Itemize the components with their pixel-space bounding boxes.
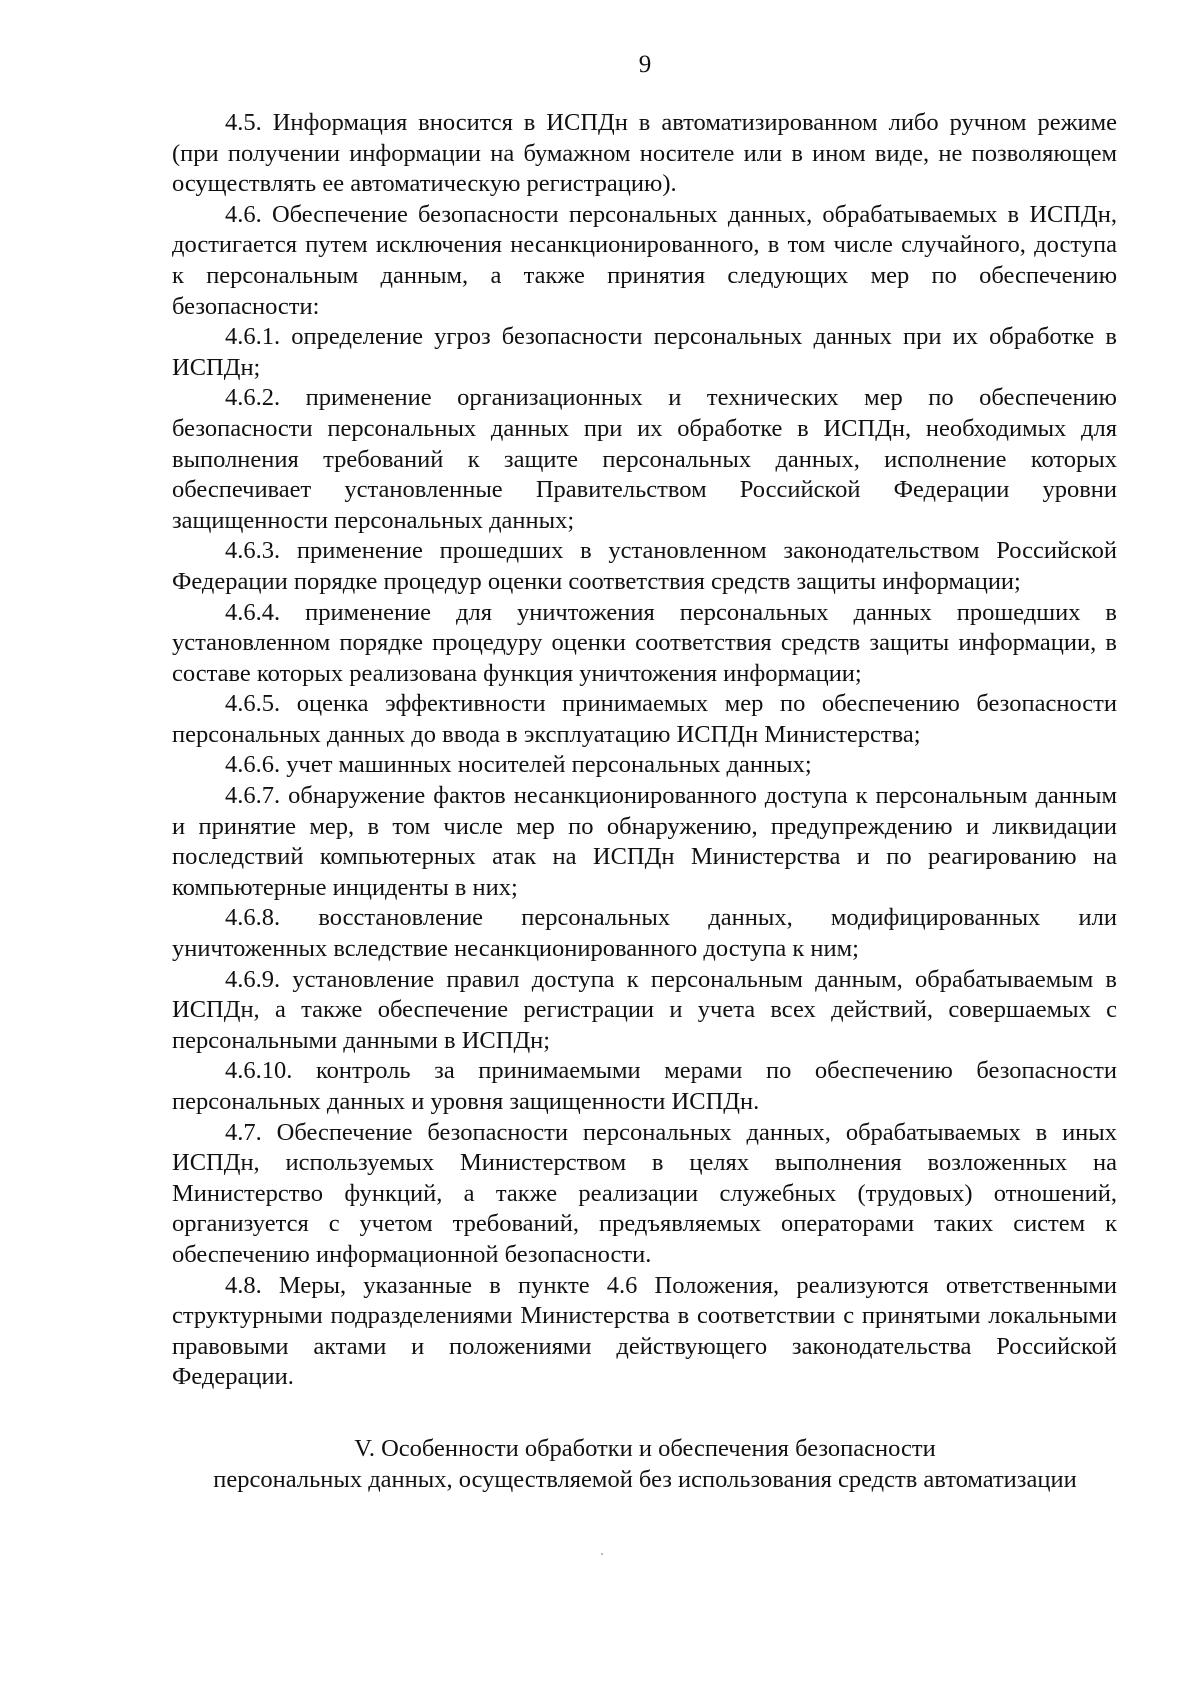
section-heading-line-2: персональных данных, осуществляемой без использования средств автоматизации [213,1466,1077,1493]
paragraph-4-6-10: 4.6.10. контроль за принимаемыми мерами по обеспечению безопасности персональных данных и уровня защищенности ИСПДн. [172,1057,1117,1115]
paragraph-4-6-5: 4.6.5. оценка эффективности принимаемых мер по обеспечению безопасности персональных данных до ввода в эксплуатацию ИСПДн Министерства; [172,690,1117,748]
paragraph-4-5: 4.5. Информация вносится в ИСПДн в автоматизированном либо ручном режиме (при получении информации на бумажном носителе или в ином виде, не позволяющем осуществлять ее автоматическую регистрацию). [172,109,1117,198]
paragraph-4-6: 4.6. Обеспечение безопасности персональных данных, обрабатываемых в ИСПДн, достигается путем исключения несанкционированного, в том числе случайного, доступа к персональным данным, а также принятия следующих мер по обеспечению безопасности: [172,200,1117,320]
scan-speck [601,1553,603,1555]
page-number: 9 [638,51,652,78]
document-body [172,108,1117,1393]
section-heading [160,1433,1130,1495]
paragraph-4-6-1: 4.6.1. определение угроз безопасности персональных данных при их обработке в ИСПДн; [172,323,1117,381]
paragraph-4-6-4: 4.6.4. применение для уничтожения персональных данных прошедших в установленном порядке процедуру оценки соответствия средств защиты информации, в составе которых реализована функция уничтожения информации; [172,598,1117,687]
paragraph-4-6-2: 4.6.2. применение организационных и технических мер по обеспечению безопасности персональных данных при их обработке в ИСПДн, необходимых для выполнения требований к защите персональных данных, исполнение которых обеспечивает установленные Правительством Российской Федерации уровни защищенности персональных данных; [172,384,1117,534]
paragraph-4-7: 4.7. Обеспечение безопасности персональных данных, обрабатываемых в иных ИСПДн, используемых Министерством в целях выполнения возложенных на Министерство функций, а также реализации служебных (трудовых) отношений, организуется с учетом требований, предъявляемых операторами таких систем к обеспечению информационной безопасности. [172,1118,1117,1268]
paragraph-4-6-7: 4.6.7. обнаружение фактов несанкционированного доступа к персональным данным и принятие мер, в том числе мер по обнаружению, предупреждению и ликвидации последствий компьютерных атак на ИСПДн Министерства и по реагированию на компьютерные инциденты в них; [172,782,1117,901]
paragraph-4-6-8: 4.6.8. восстановление персональных данных, модифицированных или уничтоженных вследствие несанкционированного доступа к ним; [172,904,1117,963]
paragraph-4-6-3: 4.6.3. применение прошедших в установленном законодательством Российской Федерации порядке процедур оценки соответствия средств защиты информации; [172,537,1117,595]
paragraph-4-8: 4.8. Меры, указанные в пункте 4.6 Положения, реализуются ответственными структурными подразделениями Министерства в соответствии с принятыми локальными правовыми актами и положениями действующего законодательства Российской Федерации. [172,1271,1117,1391]
paragraph-4-6-9: 4.6.9. установление правил доступа к персональным данным, обрабатываемым в ИСПДн, а также обеспечение регистрации и учета всех действий, совершаемых с персональными данными в ИСПДн; [172,965,1117,1054]
paragraph-4-6-6: 4.6.6. учет машинных носителей персональных данных; [225,751,812,779]
section-heading-line-1: V. Особенности обработки и обеспечения безопасности [354,1435,936,1462]
